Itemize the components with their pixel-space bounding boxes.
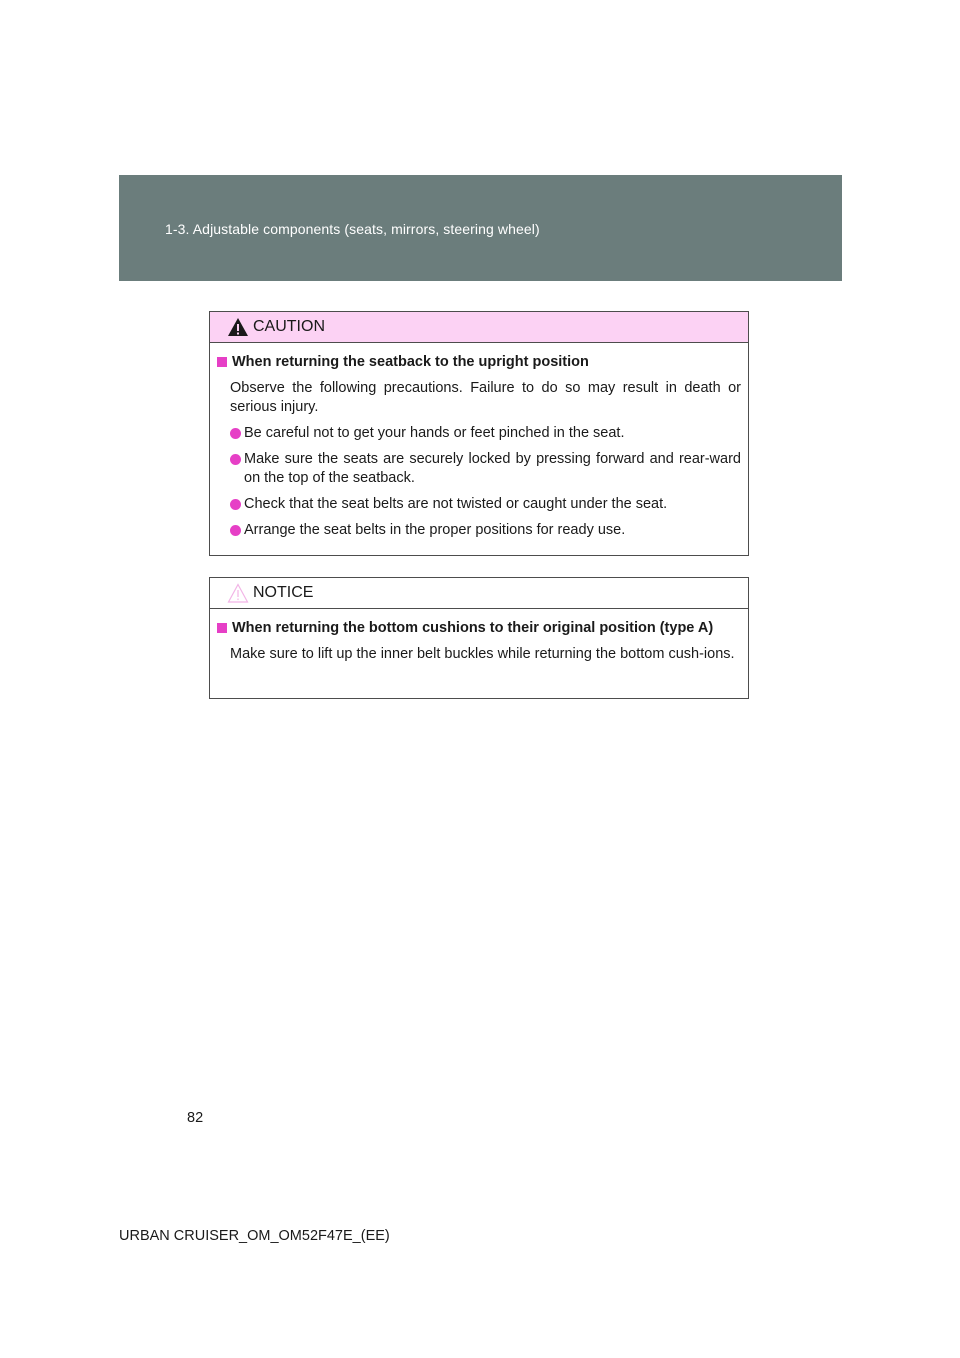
notice-text: Make sure to lift up the inner belt buckles while returning the bottom cush-ions. [230, 646, 735, 662]
caution-label: CAUTION [253, 318, 325, 335]
section-header-band [119, 175, 842, 281]
bullet-dot-icon [230, 454, 241, 465]
caution-header [210, 312, 748, 343]
notice-label: NOTICE [253, 584, 314, 601]
square-bullet-icon [217, 357, 227, 367]
notice-title: When returning the bottom cushions to their original position (type A) [217, 619, 741, 638]
list-item: Arrange the seat belts in the proper positions for ready use. [230, 521, 741, 540]
warning-triangle-outline-icon [227, 583, 249, 603]
bullet-dot-icon [230, 499, 241, 510]
document-id: URBAN CRUISER_OM_OM52F47E_(EE) [119, 1228, 390, 1244]
caution-box [209, 311, 749, 556]
notice-box [209, 577, 749, 699]
notice-header [210, 578, 748, 609]
bullet-dot-icon [230, 428, 241, 439]
bullet-dot-icon [230, 525, 241, 536]
list-item: Check that the seat belts are not twisted or caught under the seat. [230, 495, 741, 514]
list-item: Make sure the seats are securely locked by pressing forward and rear-ward on the top of the seatback. [230, 450, 741, 488]
list-item: Be careful not to get your hands or feet pinched in the seat. [230, 424, 741, 443]
page-number: 82 [187, 1110, 204, 1126]
caution-title: When returning the seatback to the upright position [217, 353, 741, 372]
warning-triangle-icon [227, 317, 249, 337]
section-title: 1-3. Adjustable components (seats, mirrors, steering wheel) [165, 221, 540, 237]
square-bullet-icon [217, 623, 227, 633]
caution-intro: Observe the following precautions. Failure to do so may result in death or serious injury. [230, 380, 741, 415]
